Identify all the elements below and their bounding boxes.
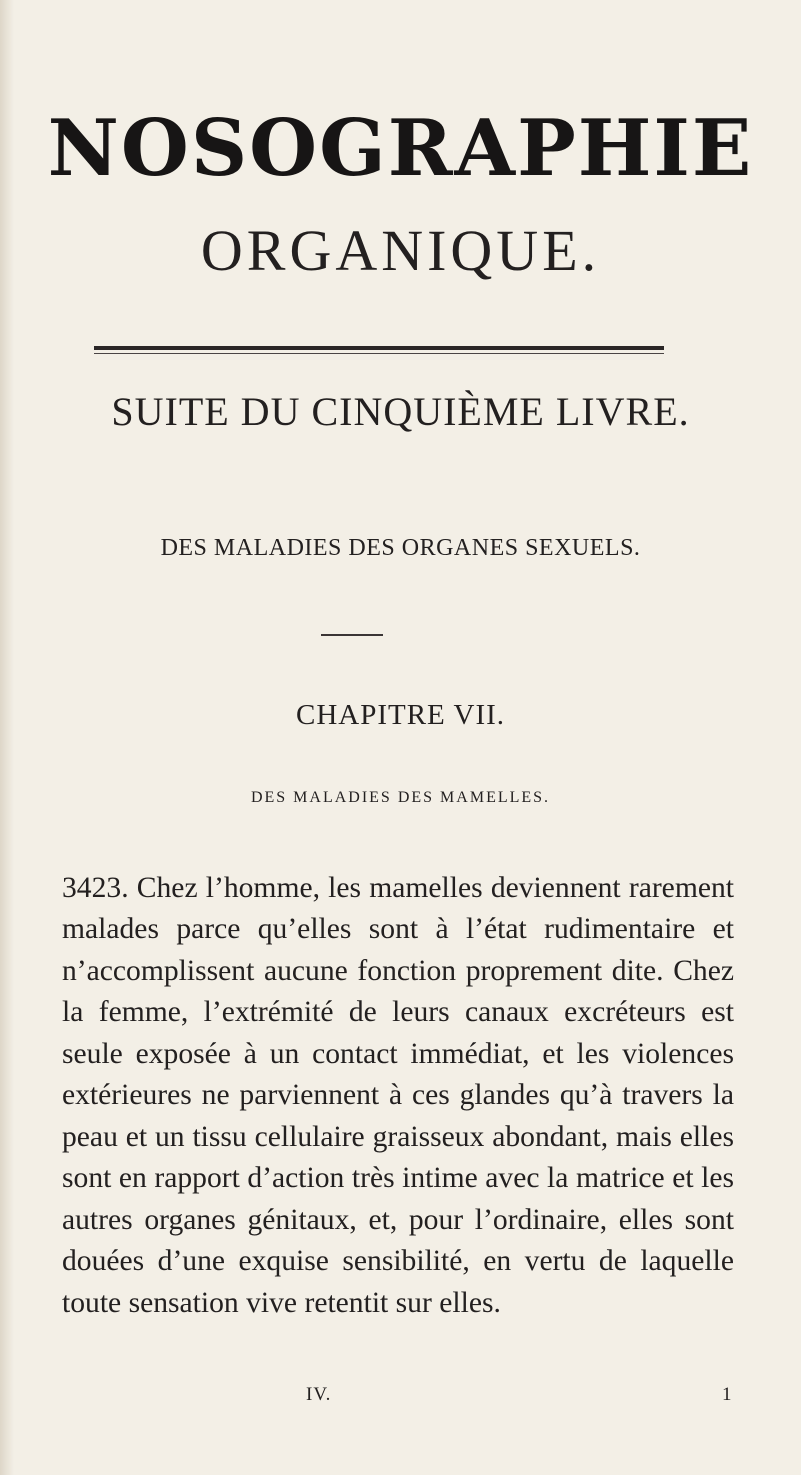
section-divider <box>321 634 383 636</box>
title-rule-thick <box>94 346 664 350</box>
title-rule-thin <box>94 353 664 354</box>
section-heading: DES MALADIES DES ORGANES SEXUELS. <box>160 535 641 561</box>
signature-volume: IV. <box>306 1384 332 1405</box>
book-heading: SUITE DU CINQUIÈME LIVRE. <box>111 389 690 434</box>
work-title: NOSOGRAPHIE <box>47 103 754 194</box>
signature-sheet: 1 <box>722 1384 732 1405</box>
chapter-heading: CHAPITRE VII. <box>295 699 506 731</box>
body-paragraph: 3423. Chez l’homme, les mamelles deviennent rarement malades parce qu’elles sont à l’état rudimentaire et n’accomplissent aucune fonction proprement dite. Chez la femme, l’extrémité de leurs canaux excréteurs est seule exposée à un contact immédiat, et les violences extérieures ne parviennent à ces glandes qu’à travers la peau et un tissu cellulaire graisseux abondant, mais elles sont en rapport d’action très intime avec la matrice et les autres organes génitaux, et, pour l’ordinaire, elles sont douées d’une exquise sensibilité, en vertu de laquelle toute sensation vive retentit sur elles. <box>62 871 734 1319</box>
work-subtitle: ORGANIQUE. <box>200 218 601 283</box>
chapter-title: DES MALADIES DES MAMELLES. <box>250 789 551 806</box>
